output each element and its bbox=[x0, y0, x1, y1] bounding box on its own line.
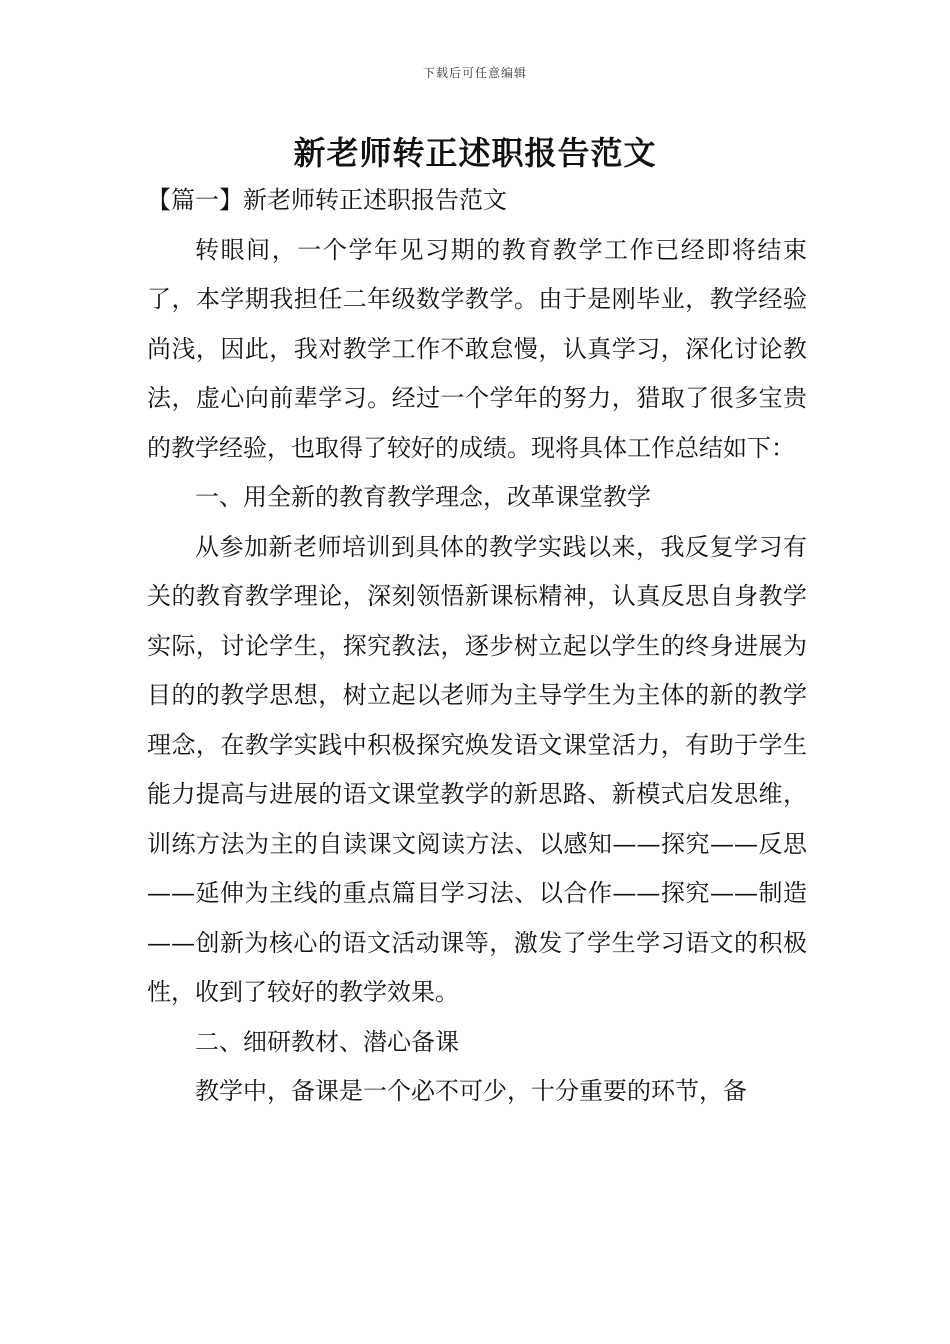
section-heading: 【篇一】新老师转正述职报告范文 bbox=[147, 186, 507, 214]
body-paragraph: 教学中，备课是一个必不可少，十分重要的环节，备 bbox=[195, 1077, 747, 1105]
document-title: 新老师转正述职报告范文 bbox=[293, 134, 657, 172]
body-paragraph: 转眼间，一个学年见习期的教育教学工作已经即将结束了，本学期我担任二年级数学教学。由于是刚毕业，教学经验尚浅，因此，我对教学工作不敢怠慢，认真学习，深化讨论教法，虚心向前辈学习。经过一个学年的努力，猎取了很多宝贵的教学经验，也取得了较好的成绩。现将具体工作总结如下： bbox=[147, 235, 807, 462]
body-paragraph: 从参加新老师培训到具体的教学实践以来，我反复学习有关的教育教学理论，深刻领悟新课标精神，认真反思自身教学实际，讨论学生，探究教法，逐步树立起以学生的终身进展为目的的教学思想，树立起以老师为主导学生为主体的新的教学理念，在教学实践中积极探究焕发语文课堂活力，有助于学生能力提高与进展的语文课堂教学的新思路、新模式启发思维，训练方法为主的自读课文阅读方法、以感知——探究——反思——延伸为主线的重点篇目学习法、以合作——探究——制造——创新为核心的语文活动课等，激发了学生学习语文的积极性，收到了较好的教学效果。 bbox=[147, 532, 807, 1006]
header-note: 下载后可任意编辑 bbox=[422, 66, 527, 80]
subsection-heading: 二、细研教材、潜心备课 bbox=[195, 1027, 459, 1056]
document-body bbox=[147, 176, 807, 1117]
subsection-heading: 一、用全新的教育教学理念，改革课堂教学 bbox=[195, 483, 651, 511]
